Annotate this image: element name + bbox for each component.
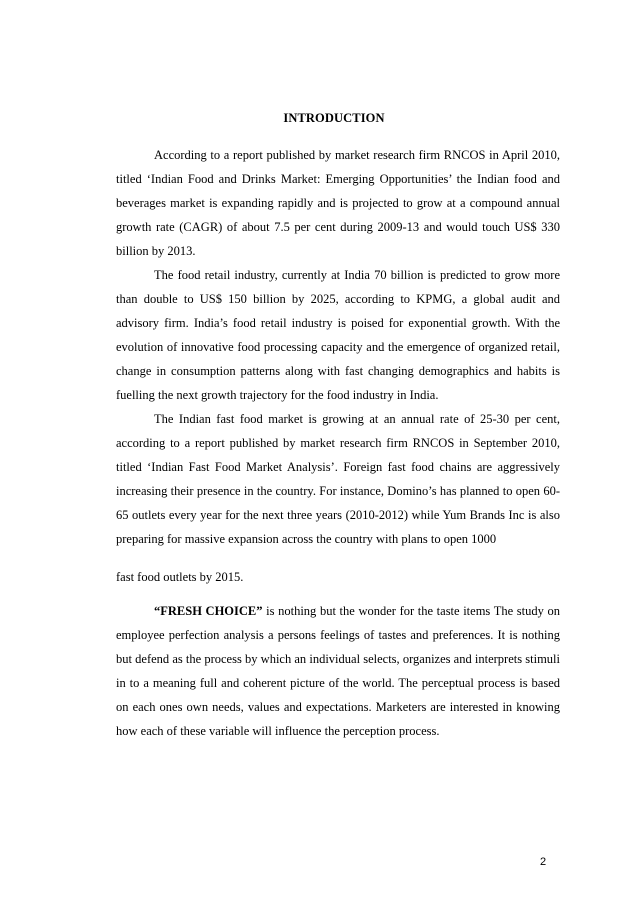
paragraph-4-block [116,599,560,743]
paragraph-3-continued-block [116,565,560,589]
paragraph-4 [116,599,560,743]
paragraph-3-block [116,407,560,551]
paragraph-2: The food retail industry, currently at India 70 billion is predicted to grow more than double to US$ 150 billion by 2025, according to KPMG, a global audit and advisory firm. India’s food retail industry is poised for exponential growth. With the evolution of innovative food processing capacity and the emergence of organized retail, change in consumption patterns along with fast changing demographics and habits is fuelling the next growth trajectory for the food industry in India. [116,268,560,402]
page-number: 2 [540,856,547,868]
paragraph-3: The Indian fast food market is growing at an annual rate of 25-30 per cent, according to a report published by market research firm RNCOS in September 2010, titled ‘Indian Fast Food Market Analysis’. Foreign fast food chains are aggressively increasing their presence in the country. For instance, Domino’s has planned to open 60-65 outlets every year for the next three years (2010-2012) while Yum Brands Inc is also preparing for massive expansion across the country with plans to open 1000 [116,412,560,546]
paragraph-4-text: is nothing but the wonder for the taste items The study on employee perfection analysis a persons feelings of tastes and preferences. It is nothing but defend as the process by which an individual selects, organizes and interprets stimuli in to a meaning full and coherent picture of the world. The perceptual process is based on each ones own needs, values and expectations. Marketers are interested in knowing how each of these variable will influence the perception process. [116,604,560,738]
paragraph-3-continued: fast food outlets by 2015. [116,570,244,584]
section-heading: INTRODUCTION [283,111,385,125]
fresh-choice-label: “FRESH CHOICE” [154,604,263,618]
paragraph-1: According to a report published by market research firm RNCOS in April 2010, titled ‘Indian Food and Drinks Market: Emerging Opportunities’ the Indian food and beverages market is expanding rapidly and is projected to grow at a compound annual growth rate (CAGR) of about 7.5 per cent during 2009-13 and would touch US$ 330 billion by 2013. [116,148,560,258]
paragraph-1-block [116,143,560,263]
paragraph-2-block [116,263,560,407]
